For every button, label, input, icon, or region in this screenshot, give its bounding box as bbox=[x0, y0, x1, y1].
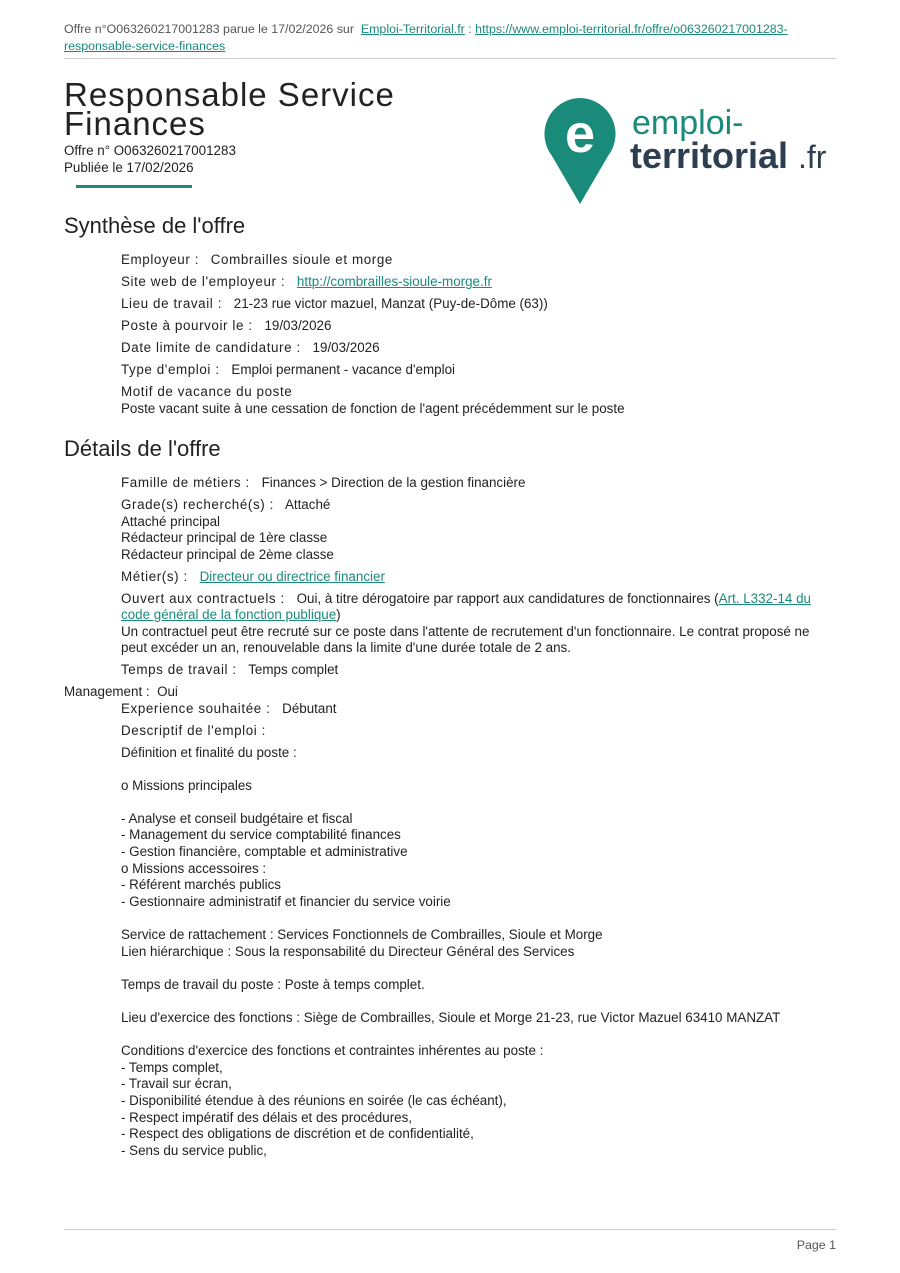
descriptif-text bbox=[121, 745, 831, 1160]
synthese-heading: Synthèse de l'offre bbox=[64, 213, 246, 238]
descriptif-line bbox=[121, 794, 831, 811]
descriptif-line: o Missions principales bbox=[121, 777, 252, 793]
descriptif-line: - Gestionnaire administratif et financier du service voirie bbox=[121, 893, 451, 909]
grade: Rédacteur principal de 1ère classe bbox=[121, 530, 328, 545]
employer-website-link[interactable]: http://combrailles-sioule-morge.fr bbox=[296, 274, 492, 289]
poste-value: 19/03/2026 bbox=[264, 318, 332, 333]
descriptif-line: - Disponibilité étendue à des réunions en soirée (le cas échéant), bbox=[121, 1092, 507, 1108]
employeur-label: Employeur : bbox=[121, 252, 200, 267]
page-title: Responsable Service Finances bbox=[64, 76, 395, 142]
limite-label: Date limite de candidature : bbox=[121, 340, 301, 355]
svg-text:.fr: .fr bbox=[798, 139, 827, 175]
experience-value: Débutant bbox=[282, 700, 337, 716]
details-heading: Détails de l'offre bbox=[64, 436, 221, 461]
published-date: Publiée le 17/02/2026 bbox=[64, 160, 194, 175]
motif-value: Poste vacant suite à une cessation de fonction de l'agent précédemment sur le poste bbox=[121, 400, 625, 416]
contractuels-note: Un contractuel peut être recruté sur ce poste dans l'attente de recrutement d'un fonctionnaire. Le contrat proposé ne peut excéder un an, renouvelable dans la limite d'une durée totale de 2 ans. bbox=[121, 623, 810, 655]
header-text: Offre n°O063260217001283 parue le 17/02/2026 sur bbox=[64, 22, 354, 36]
descriptif-line: - Travail sur écran, bbox=[121, 1076, 232, 1092]
grade: Attaché bbox=[284, 497, 331, 512]
accent-bar bbox=[76, 185, 192, 188]
poste-label: Poste à pourvoir le : bbox=[121, 318, 253, 333]
details-section bbox=[64, 475, 831, 1159]
descriptif-line: - Analyse et conseil budgétaire et fiscal bbox=[121, 810, 353, 826]
descriptif-line bbox=[121, 910, 831, 927]
contractuels-label: Ouvert aux contractuels : bbox=[121, 590, 285, 606]
offer-number: Offre n° O063260217001283 bbox=[64, 143, 236, 158]
type-value: Emploi permanent - vacance d'emploi bbox=[231, 362, 456, 377]
temps-label: Temps de travail : bbox=[121, 662, 237, 677]
site-label: Site web de l'employeur : bbox=[121, 274, 286, 289]
lieu-value: 21-23 rue victor mazuel, Manzat (Puy-de-Dôme (63)) bbox=[233, 296, 548, 311]
paren: ) bbox=[336, 607, 341, 622]
grades-label: Grade(s) recherché(s) : bbox=[121, 497, 274, 512]
lieu-label: Lieu de travail : bbox=[121, 296, 223, 311]
svg-text:emploi-: emploi- bbox=[632, 104, 744, 142]
page-number: Page 1 bbox=[796, 1238, 836, 1252]
grade: Attaché principal bbox=[121, 513, 220, 529]
law-article-link[interactable]: Art. L332-14 du code général de la fonction publique bbox=[121, 590, 811, 622]
metier-link[interactable]: Directeur ou directrice financier bbox=[199, 568, 385, 584]
descriptif-line bbox=[121, 993, 831, 1010]
synthese-section bbox=[121, 252, 831, 423]
descriptif-line: Service de rattachement : Services Fonctionnels de Combrailles, Sioule et Morge bbox=[121, 927, 603, 943]
descriptif-line: o Missions accessoires : bbox=[121, 860, 267, 876]
employeur-value: Combrailles sioule et morge bbox=[210, 252, 393, 267]
offer-url-link[interactable]: https://www.emploi-territorial.fr/offre/o063260217001283-responsable-service-finances bbox=[64, 22, 788, 53]
descriptif-line bbox=[121, 1027, 831, 1044]
temps-value: Temps complet bbox=[248, 662, 339, 677]
descriptif-line: Lieu d'exercice des fonctions : Siège de Combrailles, Sioule et Morge 21-23, rue Victor Mazuel 63410 MANZAT bbox=[121, 1010, 781, 1025]
metier-label: Métier(s) : bbox=[121, 568, 188, 584]
descriptif-line: - Sens du service public, bbox=[121, 1142, 267, 1158]
famille-value: Finances > Direction de la gestion financière bbox=[261, 475, 526, 490]
management-value: Oui bbox=[157, 684, 178, 699]
site-link[interactable]: Emploi-Territorial.fr bbox=[360, 22, 465, 36]
descriptif-line bbox=[121, 761, 831, 778]
limite-value: 19/03/2026 bbox=[312, 340, 380, 355]
descriptif-line: Conditions d'exercice des fonctions et contraintes inhérentes au poste : bbox=[121, 1043, 544, 1059]
separator: : bbox=[468, 22, 472, 36]
grade: Rédacteur principal de 2ème classe bbox=[121, 546, 334, 562]
motif-label: Motif de vacance du poste bbox=[121, 384, 293, 399]
footer-divider bbox=[64, 1229, 836, 1230]
famille-label: Famille de métiers : bbox=[121, 475, 250, 490]
descriptif-line: - Temps complet, bbox=[121, 1059, 223, 1075]
descriptif-line: Définition et finalité du poste : bbox=[121, 744, 297, 760]
descriptif-line: Lien hiérarchique : Sous la responsabilité du Directeur Général des Services bbox=[121, 943, 575, 959]
emploi-territorial-logo bbox=[540, 96, 830, 211]
descriptif-label: Descriptif de l'emploi : bbox=[121, 722, 266, 738]
divider bbox=[64, 58, 836, 59]
svg-text:territorial: territorial bbox=[630, 135, 789, 176]
descriptif-line: - Gestion financière, comptable et administrative bbox=[121, 844, 408, 860]
contractuels-value: Oui, à titre dérogatoire par rapport aux candidatures de fonctionnaires ( bbox=[296, 590, 719, 606]
descriptif-line: - Respect des obligations de discrétion et de confidentialité, bbox=[121, 1126, 474, 1142]
experience-label: Experience souhaitée : bbox=[121, 700, 271, 716]
descriptif-line: Temps de travail du poste : Poste à temps complet. bbox=[121, 976, 425, 992]
descriptif-line: - Référent marchés publics bbox=[121, 877, 282, 893]
descriptif-line: - Respect impératif des délais et des procédures, bbox=[121, 1109, 413, 1125]
source-header bbox=[64, 21, 804, 54]
type-label: Type d'emploi : bbox=[121, 362, 220, 377]
descriptif-line: - Management du service comptabilité finances bbox=[121, 827, 401, 843]
descriptif-line bbox=[121, 960, 831, 977]
svg-text:e: e bbox=[564, 104, 596, 164]
management-label: Management : bbox=[64, 684, 150, 699]
